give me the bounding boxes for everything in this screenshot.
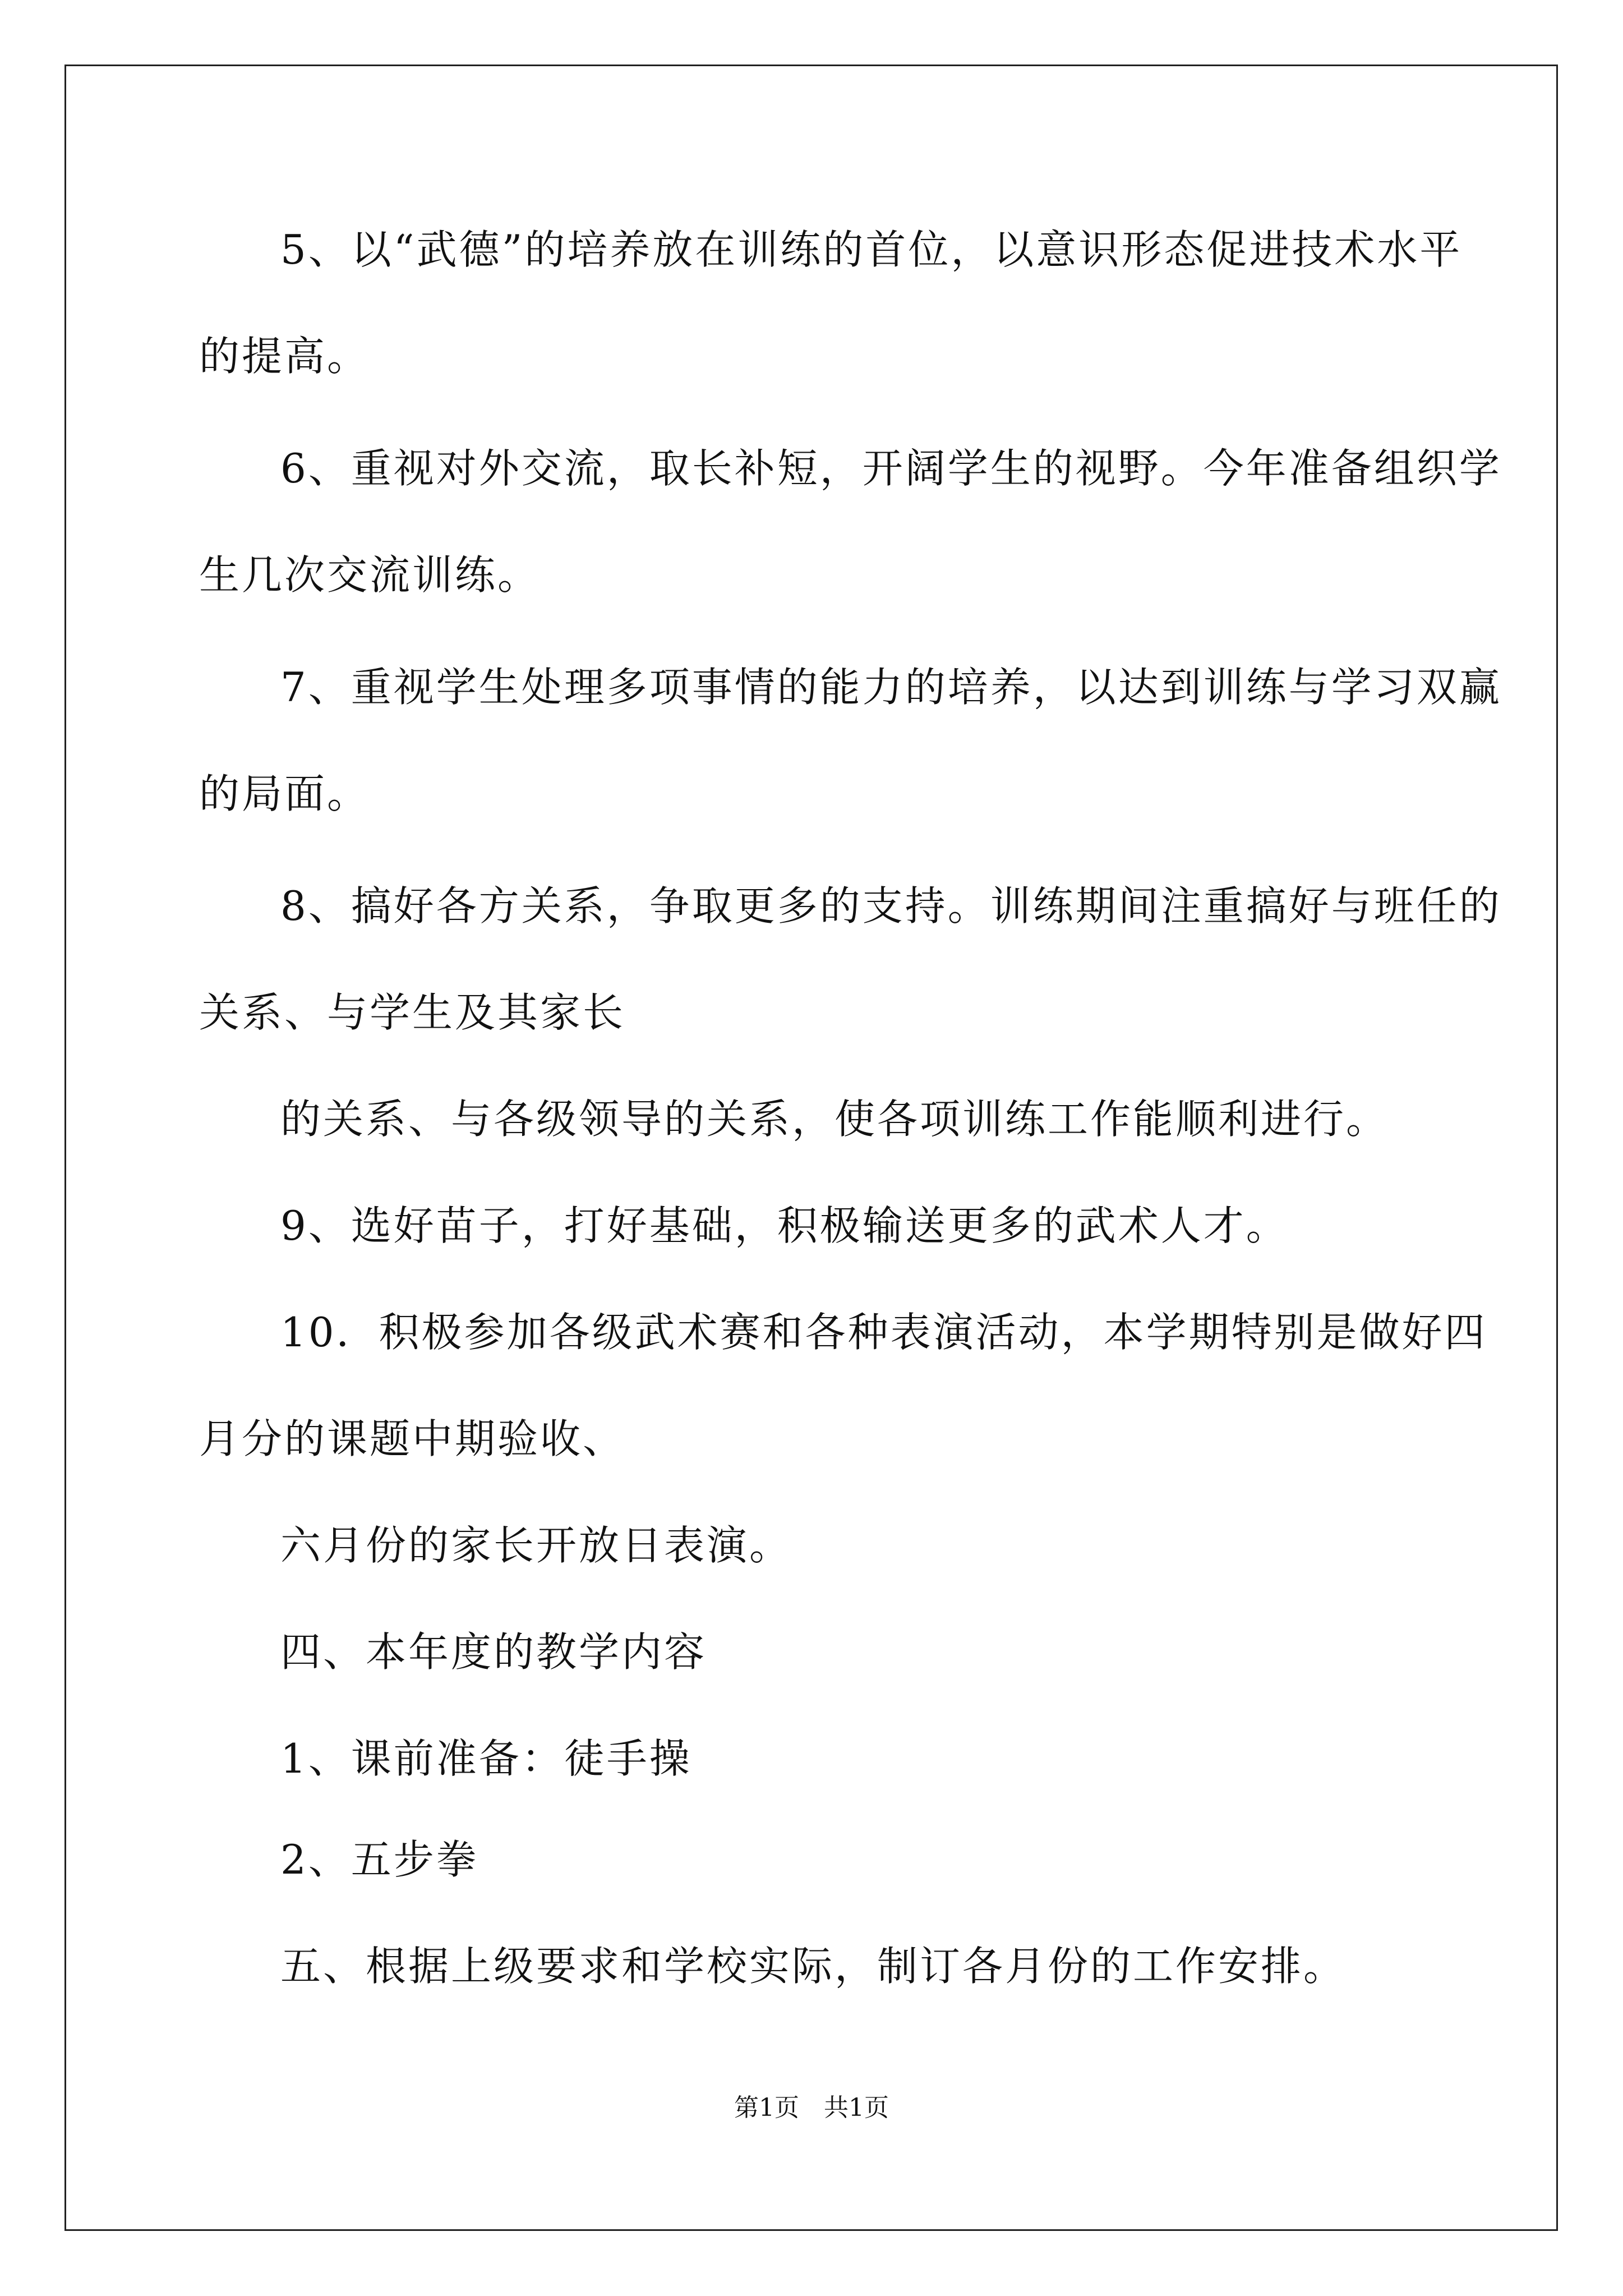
- section-heading: 五、根据上级要求和学校实际，制订各月份的工作安排。: [280, 1943, 1347, 1990]
- paragraph-line: 9、选好苗子，打好基础，积极输送更多的武术人才。: [280, 1202, 1289, 1249]
- page-border: [64, 65, 1558, 2231]
- paragraph-line: 5、以“武德”的培养放在训练的首位，以意识形态促进技术水平: [280, 226, 1463, 273]
- paragraph-line: 生几次交流训练。: [199, 551, 541, 599]
- paragraph-line: 月分的课题中期验收、: [199, 1415, 626, 1462]
- page-footer: 第1页 共1页: [734, 2093, 889, 2122]
- paragraph-line: 六月份的家长开放日表演。: [280, 1522, 792, 1569]
- paragraph-line: 的局面。: [199, 770, 370, 817]
- paragraph-line: 6、重视对外交流，取长补短，开阔学生的视野。今年准备组织学: [280, 445, 1502, 492]
- paragraph-line: 的关系、与各级领导的关系，使各项训练工作能顺利进行。: [280, 1096, 1389, 1143]
- paragraph-line: 8、搞好各方关系，争取更多的支持。训练期间注重搞好与班任的: [280, 882, 1502, 930]
- paragraph-line: 2、五步拳: [280, 1836, 479, 1883]
- paragraph-line: 7、重视学生处理多项事情的能力的培养，以达到训练与学习双赢: [280, 664, 1502, 711]
- section-heading: 四、本年度的教学内容: [280, 1628, 707, 1676]
- paragraph-line: 关系、与学生及其家长: [199, 989, 626, 1036]
- paragraph-line: 的提高。: [199, 333, 370, 380]
- paragraph-line: 10．积极参加各级武术赛和各种表演活动，本学期特别是做好四: [280, 1309, 1487, 1356]
- paragraph-line: 1、课前准备：徒手操: [280, 1735, 692, 1782]
